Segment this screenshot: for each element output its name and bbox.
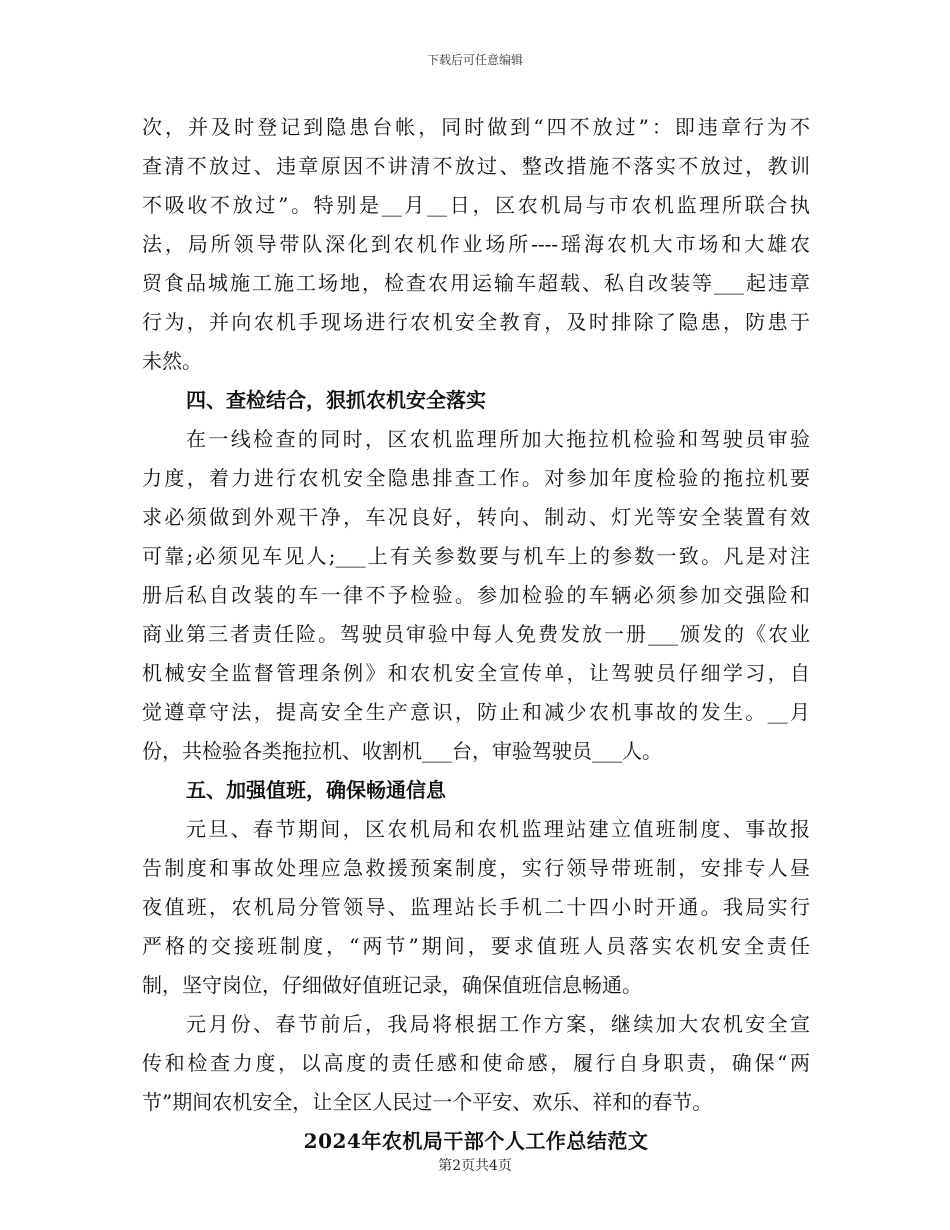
paragraph-line: 份，共检验各类拖拉机、收割机___台，审验驾驶员___人。 <box>142 739 662 763</box>
paragraph-line: 机械安全监督管理条例》和农机安全宣传单，让驾驶员仔细学习，自 <box>142 661 810 685</box>
paragraph-line: 可靠;必须见车见人;___上有关参数要与机车上的参数一致。凡是对注 <box>142 544 810 568</box>
paragraph-line: 传和检查力度，以高度的责任感和使命感，履行自身职责，确保“两 <box>142 1051 810 1075</box>
section-heading-4: 四、查检结合，狠抓农机安全落实 <box>186 388 486 412</box>
paragraph-line: 行为，并向农机手现场进行农机安全教育，及时排除了隐患，防患于 <box>142 310 810 334</box>
paragraph-line: 求必须做到外观干净，车况良好，转向、制动、灯光等安全装置有效 <box>142 505 810 529</box>
paragraph-line: 元月份、春节前后，我局将根据工作方案，继续加大农机安全宣 <box>186 1012 810 1036</box>
paragraph-line: 不吸收不放过”。特别是__月__日，区农机局与市农机监理所联合执 <box>142 193 810 217</box>
paragraph-line: 力度，着力进行农机安全隐患排查工作。对参加年度检验的拖拉机要 <box>142 466 810 490</box>
paragraph-line: 夜值班，农机局分管领导、监理站长手机二十四小时开通。我局实行 <box>142 895 810 919</box>
paragraph-line: 查清不放过、违章原因不讲清不放过、整改措施不落实不放过，教训 <box>142 154 810 178</box>
paragraph-line: 告制度和事故处理应急救援预案制度，实行领导带班制，安排专人昼 <box>142 856 810 880</box>
paragraph-line: 未然。 <box>142 349 202 373</box>
paragraph-line: 在一线检查的同时，区农机监理所加大拖拉机检验和驾驶员审验 <box>186 427 810 451</box>
paragraph-line: 册后私自改装的车一律不予检验。参加检验的车辆必须参加交强险和 <box>142 583 810 607</box>
document-title: 2024年农机局干部个人工作总结范文 <box>303 1129 649 1153</box>
paragraph-line: 节”期间农机安全，让全区人民过一个平安、欢乐、祥和的春节。 <box>142 1090 713 1114</box>
paragraph-line: 商业第三者责任险。驾驶员审验中每人免费发放一册___颁发的《农业 <box>142 622 810 646</box>
paragraph-line: 元旦、春节期间，区农机局和农机监理站建立值班制度、事故报 <box>186 817 810 841</box>
page-header: 下载后可任意编辑 <box>426 53 523 67</box>
section-heading-5: 五、加强值班，确保畅通信息 <box>186 778 446 802</box>
paragraph-line: 制，坚守岗位，仔细做好值班记录，确保值班信息畅通。 <box>142 973 642 997</box>
paragraph-line: 法，局所领导带队深化到农机作业场所----瑶海农机大市场和大雄农 <box>142 232 810 256</box>
page-number: 第2页共4页 <box>438 1158 512 1174</box>
paragraph-line: 贸食品城施工施工场地，检查农用运输车超载、私自改装等___起违章 <box>142 271 810 295</box>
paragraph-line: 觉遵章守法，提高安全生产意识，防止和减少农机事故的发生。__月 <box>142 700 810 724</box>
document-body <box>142 108 810 1161</box>
paragraph-line: 次，并及时登记到隐患台帐，同时做到“四不放过”：即违章行为不 <box>142 115 810 139</box>
paragraph-line: 严格的交接班制度，“两节”期间，要求值班人员落实农机安全责任 <box>142 934 810 958</box>
